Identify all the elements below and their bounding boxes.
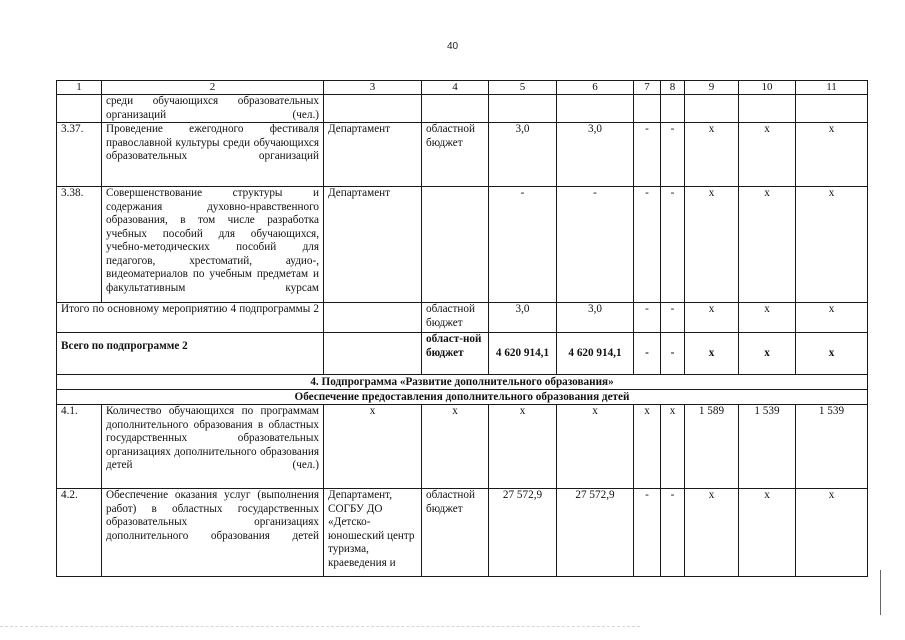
program-table (56, 80, 868, 577)
subtotal-col6: 3,0 (557, 303, 634, 333)
subtotal-col9: х (685, 303, 739, 333)
row-responsible: х (324, 405, 422, 489)
row-col11 (796, 95, 868, 123)
row-number: 3.38. (57, 187, 102, 303)
page-number: 40 (446, 41, 459, 52)
row-col5: 27 572,9 (489, 489, 557, 577)
row-col9: х (685, 123, 739, 187)
total-row (57, 333, 868, 375)
subtotal-col5: 3,0 (489, 303, 557, 333)
row-source (422, 187, 489, 303)
subtotal-label: Итого по основному мероприятию 4 подпрограммы 2 (57, 303, 324, 333)
row-col9: х (685, 489, 739, 577)
row-source (422, 95, 489, 123)
header-cell: 4 (422, 81, 489, 95)
header-cell: 5 (489, 81, 557, 95)
row-col7: - (634, 489, 661, 577)
header-cell: 11 (796, 81, 868, 95)
row-col11: х (796, 187, 868, 303)
row-col11: х (796, 489, 868, 577)
row-source: областной бюджет (422, 123, 489, 187)
row-number: 3.37. (57, 123, 102, 187)
row-col7: - (634, 123, 661, 187)
row-col6: 3,0 (557, 123, 634, 187)
header-cell: 3 (324, 81, 422, 95)
row-number: 4.1. (57, 405, 102, 489)
row-col11: 1 539 (796, 405, 868, 489)
row-col10: х (739, 489, 796, 577)
header-cell: 9 (685, 81, 739, 95)
header-cell: 7 (634, 81, 661, 95)
row-col9: 1 589 (685, 405, 739, 489)
row-col8: - (661, 187, 685, 303)
table-row (57, 95, 868, 123)
subsection-title: Обеспечение предоставления дополнительного образования детей (57, 390, 868, 405)
row-name: Совершенствование структуры и содержания духовно-нравственного образования, в том числе разработка учебных пособий для обучающихся, учебно-методических пособий для педагогов, хрестоматий, аудио-, видеоматериалов по учебным предметам и факультативным курсам (102, 187, 324, 303)
row-col8: - (661, 123, 685, 187)
row-col6 (557, 95, 634, 123)
total-col11: х (796, 333, 868, 375)
row-col11: х (796, 123, 868, 187)
row-col5: - (489, 187, 557, 303)
subtotal-row (57, 303, 868, 333)
total-col10: х (739, 333, 796, 375)
row-col10: 1 539 (739, 405, 796, 489)
row-name: Обеспечение оказания услуг (выполнения работ) в областных государственных образовательных организациях дополнительного образования детей (102, 489, 324, 577)
table-row (57, 187, 868, 303)
row-number (57, 95, 102, 123)
total-source: област-ной бюджет (422, 333, 489, 375)
row-col7 (634, 95, 661, 123)
row-col5: х (489, 405, 557, 489)
row-col8: х (661, 405, 685, 489)
header-cell: 1 (57, 81, 102, 95)
row-col9: х (685, 187, 739, 303)
section-title: 4. Подпрограмма «Развитие дополнительного образования» (57, 375, 868, 390)
row-name: Проведение ежегодного фестиваля православной культуры среди обучающихся образовательных организаций (102, 123, 324, 187)
subtotal-responsible (324, 303, 422, 333)
header-row (57, 81, 868, 95)
section-row (57, 375, 868, 390)
row-source: областной бюджет (422, 489, 489, 577)
row-col5: 3,0 (489, 123, 557, 187)
subtotal-source: областной бюджет (422, 303, 489, 333)
total-col6: 4 620 914,1 (557, 333, 634, 375)
row-number: 4.2. (57, 489, 102, 577)
table-row (57, 123, 868, 187)
scan-artifact-line (0, 626, 640, 627)
scan-edge-line (880, 570, 881, 615)
total-col7: - (634, 333, 661, 375)
subtotal-col11: х (796, 303, 868, 333)
row-col10 (739, 95, 796, 123)
total-label: Всего по подпрограмме 2 (57, 333, 324, 375)
header-cell: 10 (739, 81, 796, 95)
row-col10: х (739, 187, 796, 303)
row-name: Количество обучающихся по программам дополнительного образования в областных государственных образовательных организациях дополнительного образования детей (чел.) (102, 405, 324, 489)
row-col7: х (634, 405, 661, 489)
row-col8 (661, 95, 685, 123)
header-cell: 8 (661, 81, 685, 95)
subtotal-col8: - (661, 303, 685, 333)
total-col9: х (685, 333, 739, 375)
row-responsible (324, 95, 422, 123)
total-col8: - (661, 333, 685, 375)
header-cell: 6 (557, 81, 634, 95)
header-cell: 2 (102, 81, 324, 95)
row-col8: - (661, 489, 685, 577)
row-col6: - (557, 187, 634, 303)
row-col6: 27 572,9 (557, 489, 634, 577)
row-col7: - (634, 187, 661, 303)
total-col5: 4 620 914,1 (489, 333, 557, 375)
subtotal-col7: - (634, 303, 661, 333)
subsection-row (57, 390, 868, 405)
row-col10: х (739, 123, 796, 187)
row-source: х (422, 405, 489, 489)
row-col6: х (557, 405, 634, 489)
subtotal-col10: х (739, 303, 796, 333)
table-row (57, 405, 868, 489)
row-responsible: Департамент (324, 187, 422, 303)
row-responsible: Департамент, СОГБУ ДО «Детско-юношеский центр туризма, краеведения и (324, 489, 422, 577)
table-row (57, 489, 868, 577)
row-responsible: Департамент (324, 123, 422, 187)
row-col9 (685, 95, 739, 123)
row-name: среди обучающихся образовательных организаций (чел.) (102, 95, 324, 123)
total-responsible (324, 333, 422, 375)
row-col5 (489, 95, 557, 123)
